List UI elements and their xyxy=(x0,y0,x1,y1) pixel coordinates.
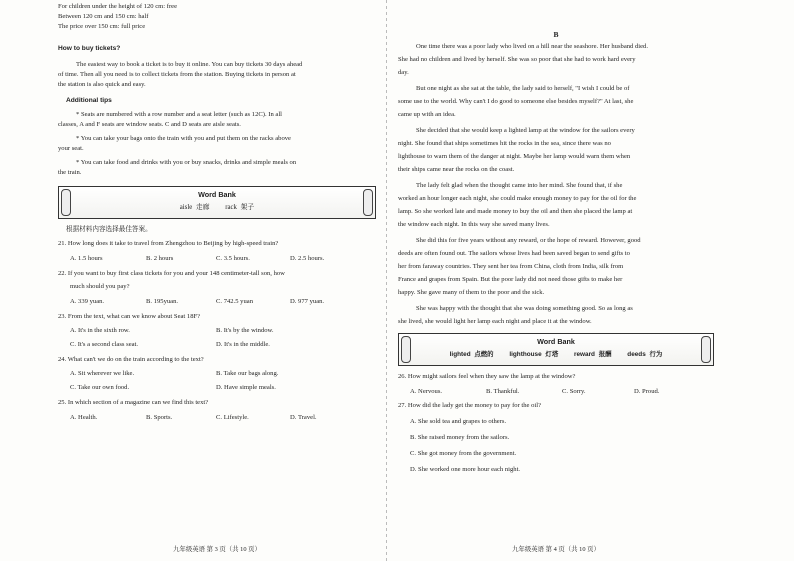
question-21 xyxy=(58,239,376,264)
word-bank-term: lighted 点燃的 xyxy=(449,351,494,358)
page-footer: 九年级英语 第 4 页（共 10 页） xyxy=(512,546,600,553)
word-bank-term: aisle 走廊 xyxy=(179,204,210,211)
paragraph xyxy=(398,236,714,298)
scroll-ornament xyxy=(401,336,411,363)
text-line: The lady felt glad when the thought came into her mind. She found that, if she xyxy=(416,182,623,189)
question-text: 27. How did the lady get the money to pay for the oil? xyxy=(398,402,542,409)
text-line: For children under the height of 120 cm: free xyxy=(58,3,178,10)
option[interactable]: C. 3.5 hours. xyxy=(216,255,250,262)
text-line: night. She found that ships sometimes hit the rocks in the sea, since there was no xyxy=(398,140,611,147)
text-line: * Seats are numbered with a row number and a seat letter (such as 12C). In all xyxy=(76,111,282,118)
question-text: 23. From the text, what can we know about Seat 18F? xyxy=(58,313,201,320)
option[interactable]: A. She sold tea and grapes to others. xyxy=(410,418,507,425)
text-line: the window each night. In this way she saved many lives. xyxy=(398,221,550,228)
text-line: She had no children and lived by herself. She was so poor that she had to work hard every xyxy=(398,56,636,63)
text-line: Between 120 cm and 150 cm: half xyxy=(58,13,149,20)
word-bank-term: rack 架子 xyxy=(225,204,255,211)
paragraph xyxy=(398,181,714,230)
text-line: worked an hour longer each night, she could make enough money to pay for the oil for the xyxy=(398,195,637,202)
option[interactable]: D. Have simple meals. xyxy=(216,384,276,391)
scroll-ornament xyxy=(701,336,711,363)
option[interactable]: B. Take our bags along. xyxy=(216,370,279,377)
options-row xyxy=(58,369,376,379)
text-line: the train. xyxy=(58,169,82,176)
section-heading: How to buy tickets? xyxy=(58,45,121,52)
option[interactable]: B. 195yuan. xyxy=(146,298,179,305)
paragraph xyxy=(398,304,714,327)
question-text: 26. How might sailors feel when they saw the lamp at the window? xyxy=(398,373,576,380)
right-page xyxy=(398,0,714,561)
option[interactable]: C. It's a second class seat. xyxy=(70,341,139,348)
question-text: 24. What can't we do on the train according to the text? xyxy=(58,356,204,363)
option[interactable]: D. It's in the middle. xyxy=(216,341,270,348)
options-row xyxy=(58,326,376,336)
option[interactable]: D. 977 yuan. xyxy=(290,298,325,305)
option[interactable]: C. Lifestyle. xyxy=(216,414,249,421)
scroll-ornament xyxy=(61,189,71,216)
question-27 xyxy=(398,401,714,475)
left-top xyxy=(58,0,376,32)
paragraph xyxy=(398,126,714,175)
text-line: of time. Then all you need is to collect tickets from the station. Buying tickets in person at xyxy=(58,71,296,78)
word-bank xyxy=(398,333,714,366)
paragraph xyxy=(398,84,714,120)
word-bank-term: reward 报酬 xyxy=(574,351,612,358)
question-text: 25. In which section of a magazine can we find this text? xyxy=(58,399,209,406)
question-text: 21. How long does it take to travel from Zhengzhou to Beijing by high-speed train? xyxy=(58,240,279,247)
text-line: her from faraway countries. They sent her tea from China, cloth from India, silk from xyxy=(398,263,624,270)
section-heading: Additional tips xyxy=(66,97,112,104)
question-22 xyxy=(58,269,376,307)
left-page xyxy=(58,0,376,561)
text-line: day. xyxy=(398,69,409,76)
text-line: * You can take food and drinks with you or buy snacks, drinks and simple meals on xyxy=(76,159,297,166)
text-line: She decided that she would keep a lighted lamp at the window for the sailors every xyxy=(416,127,635,134)
word-bank xyxy=(58,186,376,219)
options-row xyxy=(58,254,376,264)
text-line: One time there was a poor lady who lived on a hill near the seashore. Her husband died. xyxy=(416,43,648,50)
word-bank-terms xyxy=(59,200,375,213)
word-bank-term: deeds 行为 xyxy=(627,351,663,358)
option[interactable]: A. Sit wherever we like. xyxy=(70,370,135,377)
text-line: she lived, she would light her lamp each night and place it at the window. xyxy=(398,318,592,325)
question-text: 22. If you want to buy first class tickets for you and your 148 centimeter-tall son, how xyxy=(58,270,285,277)
option[interactable]: A. Nervous. xyxy=(410,388,443,395)
word-bank-title: Word Bank xyxy=(198,190,236,199)
text-line: happy. She gave many of them to the poor and the sick. xyxy=(398,289,545,296)
text-line: The price over 150 cm: full price xyxy=(58,23,146,30)
question-23 xyxy=(58,312,376,350)
options-row xyxy=(58,383,376,393)
option[interactable]: D. She worked one more hour each night. xyxy=(410,466,521,473)
options-row xyxy=(58,297,376,307)
question-25 xyxy=(58,398,376,423)
text-line: their ships came near the rocks on the coast. xyxy=(398,166,515,173)
option[interactable]: B. 2 hours xyxy=(146,255,174,262)
question-26 xyxy=(398,372,714,397)
text-line: came up with an idea. xyxy=(398,111,456,118)
option[interactable]: D. Travel. xyxy=(290,414,317,421)
option[interactable]: D. Proud. xyxy=(634,388,660,395)
option[interactable]: C. Sorry. xyxy=(562,388,586,395)
page-footer: 九年级英语 第 3 页（共 10 页） xyxy=(173,546,261,553)
text-line: But one night as she sat at the table, the lady said to herself, "I wish I could be of xyxy=(416,85,630,92)
text-line: some use to the world. Why can't I do good to someone else besides myself?" At last, she xyxy=(398,98,634,105)
text-line: She did this for five years without any reward, or the hope of reward. However, good xyxy=(416,237,641,244)
instruction: 根据材料内容选择最佳答案。 xyxy=(66,226,152,233)
text-line: lighthouse to warn them of the danger at night. Maybe her lamp would warn them when xyxy=(398,153,631,160)
option[interactable]: A. 339 yuan. xyxy=(70,298,105,305)
option[interactable]: A. It's in the sixth row. xyxy=(70,327,130,334)
option[interactable]: B. She raised money from the sailors. xyxy=(410,434,510,441)
text-line: classes, A and F seats are window seats. C and D seats are aisle seats. xyxy=(58,121,241,128)
word-bank-term: lighthouse 灯塔 xyxy=(509,351,559,358)
text-line: lamp. So she worked late and made money to buy the oil and then she placed the lamp at xyxy=(398,208,633,215)
option[interactable]: C. 742.5 yuan xyxy=(216,298,253,305)
text-line: the station is also quick and easy. xyxy=(58,81,146,88)
options-row xyxy=(58,413,376,423)
text-line: * You can take your bags onto the train with you and put them on the racks above xyxy=(76,135,291,142)
option[interactable]: A. Health. xyxy=(70,414,98,421)
options-row xyxy=(58,340,376,350)
text-line: She was happy with the thought that she was doing something good. So as long as xyxy=(416,305,633,312)
section-letter: B xyxy=(553,30,559,39)
word-bank-title: Word Bank xyxy=(537,337,575,346)
question-24 xyxy=(58,355,376,393)
option[interactable]: C. Take our own food. xyxy=(70,384,130,391)
option[interactable]: B. Sports. xyxy=(146,414,173,421)
text-line: your seat. xyxy=(58,145,84,152)
text-line: France and grapes from Spain. But the poor lady did not need those gifts to make her xyxy=(398,276,623,283)
scroll-ornament xyxy=(363,189,373,216)
option[interactable]: B. It's by the window. xyxy=(216,327,274,334)
option[interactable]: C. She got money from the government. xyxy=(410,450,517,457)
option[interactable]: B. Thankful. xyxy=(486,388,520,395)
paragraph xyxy=(398,42,714,78)
options-row xyxy=(398,387,714,397)
option[interactable]: A. 1.5 hours xyxy=(70,255,103,262)
question-text: much should you pay? xyxy=(70,283,130,290)
word-bank-terms xyxy=(399,347,713,360)
option[interactable]: D. 2.5 hours. xyxy=(290,255,325,262)
text-line: deeds are often found out. The sailors whose lives had been saved began to send gifts to xyxy=(398,250,630,257)
text-line: The easiest way to book a ticket is to buy it online. You can buy tickets 30 days ahead xyxy=(76,61,303,68)
page-fold xyxy=(386,0,387,561)
